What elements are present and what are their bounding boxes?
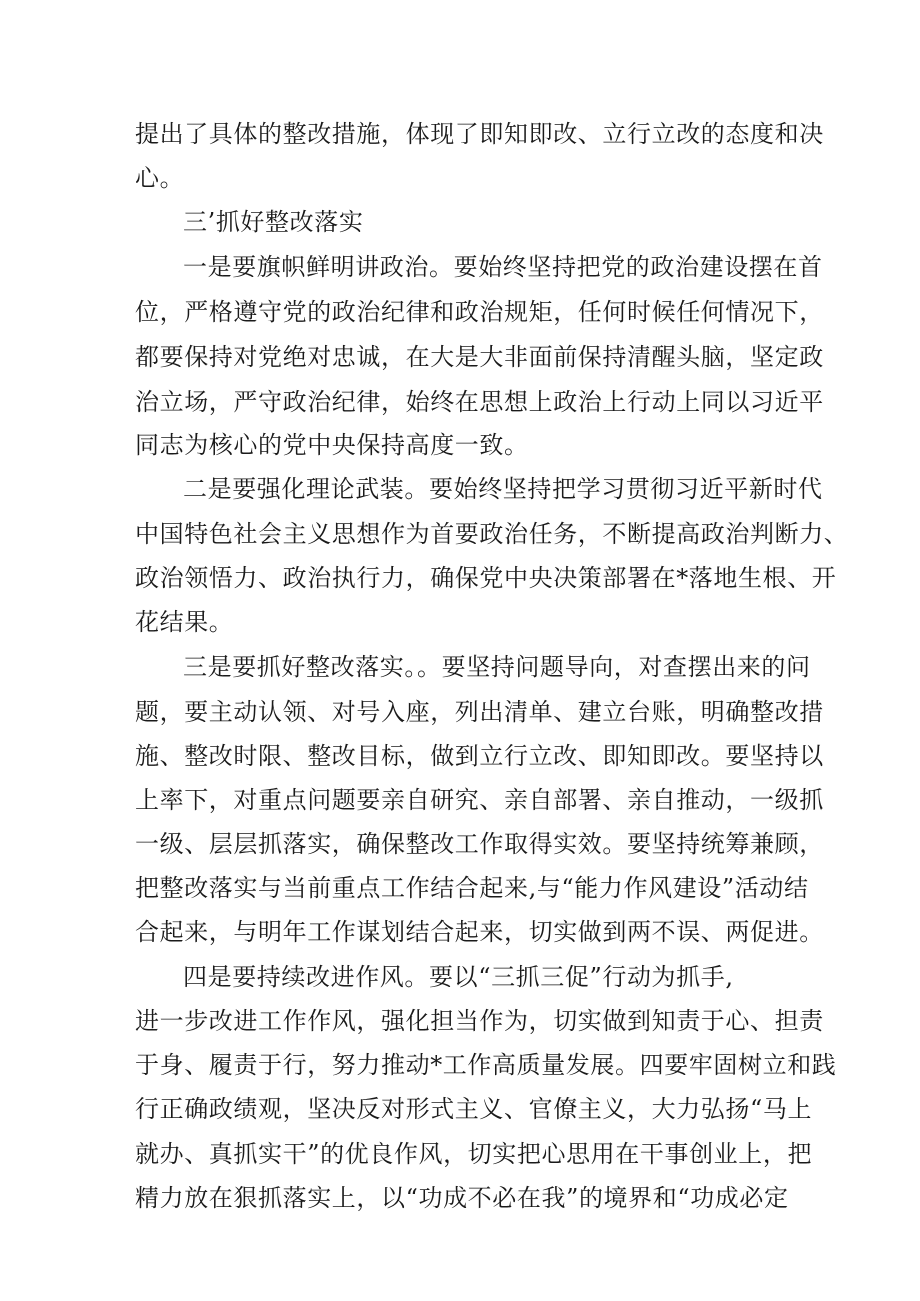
body-text-line: 就办、真抓实干”的优良作风，切实把心思用在干事创业上，把 (135, 1140, 813, 1168)
body-text-line: 进一步改进工作作风，强化担当作为，切实做到知责于心、担责 (135, 1007, 824, 1035)
paragraph-first-line: 四是要持续改进作风。要以“三抓三促”行动为抓手, (183, 963, 734, 991)
paragraph-first-line: 三是要抓好整改落实。。要坚持问题导向，对查摆出来的问 (183, 653, 811, 681)
body-text-line: 于身、履责于行，努力推动*工作高质量发展。四要牢固树立和践 (135, 1051, 837, 1079)
body-text-line: 合起来，与明年工作谋划结合起来，切实做到两不误、两促进。 (135, 918, 824, 946)
body-text-line: 把整改落实与当前重点工作结合起来,与“能力作风建设”活动结 (135, 874, 809, 902)
body-text-line: 治立场，严守政治纪律，始终在思想上政治上行动上同以习近平 (135, 388, 824, 416)
body-text-line: 中国特色社会主义思想作为首要政治任务，不断提高政治判断力、 (135, 520, 849, 548)
body-text-line: 花结果。 (135, 608, 234, 636)
body-text-line: 上率下，对重点问题要亲自研究、亲自部署、亲自推动，一级抓 (135, 786, 824, 814)
body-text-line: 心。 (135, 164, 185, 192)
body-text-line: 位，严格遵守党的政治纪律和政治规矩，任何时候任何情况下， (135, 298, 824, 326)
body-text-line: 精力放在狠抓落实上，以“功成不必在我”的境界和“功成必定 (135, 1184, 789, 1212)
body-text-line: 行正确政绩观，坚决反对形式主义、官僚主义，大力弘扬“马上 (135, 1095, 813, 1123)
body-text-line: 都要保持对党绝对忠诚，在大是大非面前保持清醒头脑，坚定政 (135, 343, 824, 371)
body-text-line: 施、整改时限、整改目标，做到立行立改、即知即改。要坚持以 (135, 742, 824, 770)
body-text-line: 提出了具体的整改措施，体现了即知即改、立行立改的态度和决 (135, 120, 824, 148)
paragraph-first-line: 二是要强化理论武装。要始终坚持把学习贯彻习近平新时代 (183, 475, 823, 503)
paragraph-first-line: 一是要旗帜鲜明讲政治。要始终坚持把党的政治建设摆在首 (183, 253, 823, 281)
section-heading: 三’抓好整改落实 (183, 208, 364, 236)
body-text-line: 题，要主动认领、对号入座，列出清单、建立台账，明确整改措 (135, 698, 824, 726)
body-text-line: 一级、层层抓落实，确保整改工作取得实效。要坚持统筹兼顾， (135, 830, 824, 858)
body-text-line: 同志为核心的党中央保持高度一致。 (135, 431, 529, 459)
body-text-line: 政治领悟力、政治执行力，确保党中央决策部署在*落地生根、开 (135, 564, 837, 592)
